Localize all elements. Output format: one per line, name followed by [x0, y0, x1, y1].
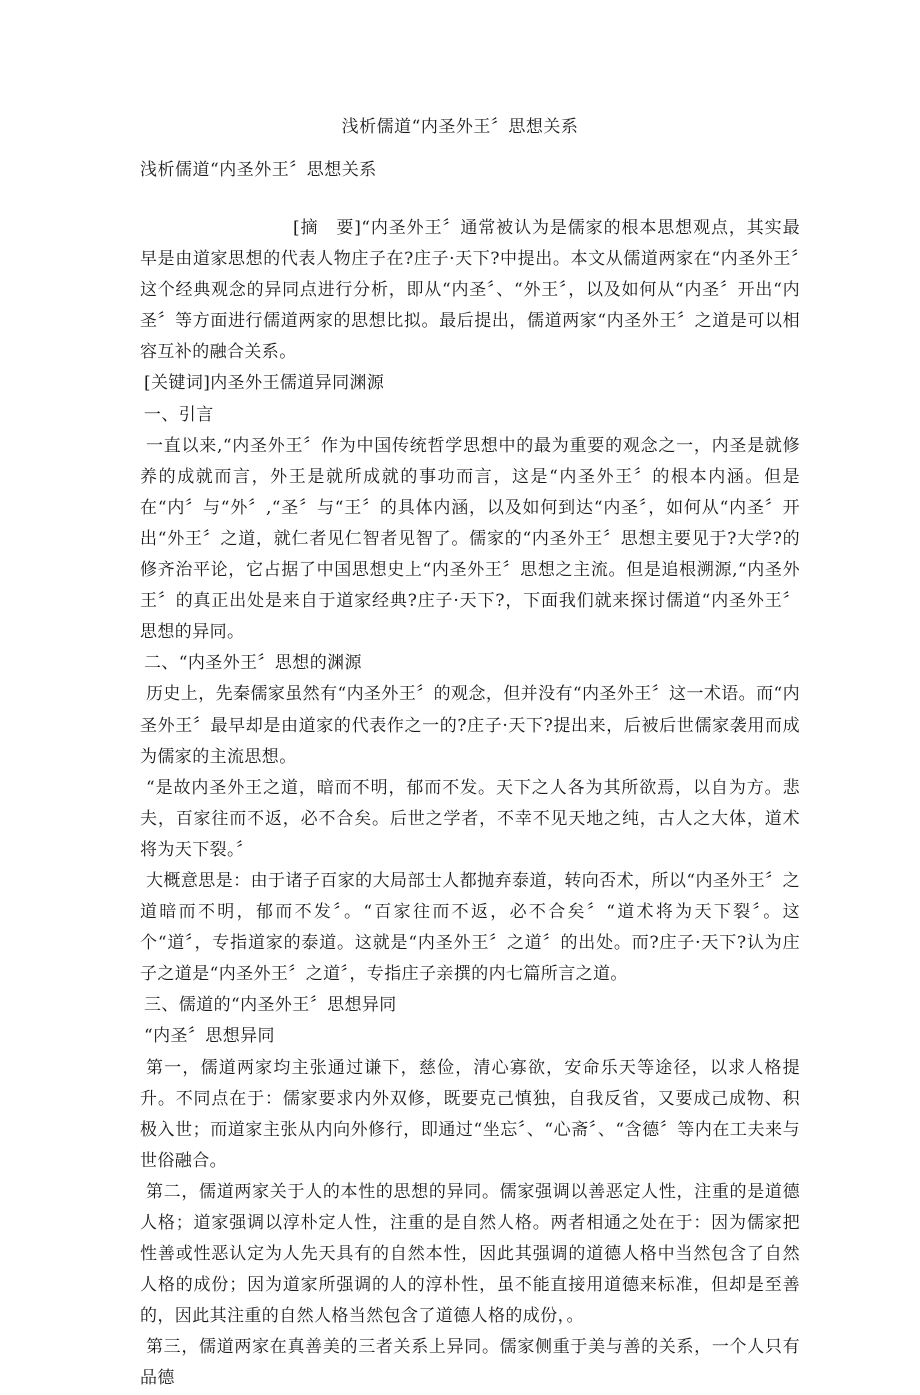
keywords-line: [关键词]内圣外王儒道异同渊源 [144, 373, 385, 394]
section-heading-introduction: 一、引言 [144, 404, 214, 425]
comparison-paragraph-2: 第二，儒道两家关于人的本性的思想的异同。儒家强调以善恶定人性，注重的是道德人格；道家强调以淳朴定人性，注重的是自然人格。两者相通之处在于：因为儒家把性善或性恶认定为人先天具有的自然本性，因此其强调的道德人格中当然包含了自然人格的成份；因为道家所强调的人的淳朴性，虽不能直接用道德来标准，但却是至善的，因此其注重的自然人格当然包含了道德人格的成份，。 [140, 1181, 800, 1327]
section-heading-origin: 二、“内圣外王〞思想的渊源 [144, 653, 362, 674]
introduction-paragraph: 一直以来,“内圣外王〞作为中国传统哲学思想中的最为重要的观念之一，内圣是就修养的成就而言，外王是就所成就的事功而言，这是“内圣外王〞的根本内涵。但是在“内〞与“外〞,“圣〞与“王〞的具体内涵，以及如何到达“内圣〞，如何从“内圣〞开出“外王〞之道，就仁者见仁智者见智了。儒家的“内圣外王〞思想主要见于?大学?的修齐治平论，它占据了中国思想史上“内圣外王〞思想之主流。但是追根溯源,“内圣外王〞的真正出处是来自于道家经典?庄子·天下?，下面我们就来探讨儒道“内圣外王〞思想的异同。 [140, 435, 800, 643]
document-body [140, 213, 800, 1395]
origin-quotation: “是故内圣外王之道，暗而不明，郁而不发。天下之人各为其所欲焉，以自为方。悲夫，百家往而不返，必不合矣。后世之学者，不幸不见天地之纯，古人之大体，道术将为天下裂。〞 [140, 777, 800, 860]
origin-paragraph-1: 历史上，先秦儒家虽然有“内圣外王〞的观念，但并没有“内圣外王〞这一术语。而“内圣外王〞最早却是由道家的代表作之一的?庄子·天下?提出来，后被后世儒家袭用而成为儒家的主流思想。 [140, 684, 800, 767]
subsection-heading-inner-sage: “内圣〞思想异同 [144, 1026, 275, 1047]
comparison-paragraph-3: 第三，儒道两家在真善美的三者关系上异同。儒家侧重于美与善的关系，一个人只有品德 [140, 1337, 800, 1389]
origin-paragraph-2: 大概意思是：由于诸子百家的大局部士人都抛弃泰道，转向否术，所以“内圣外王〞之道暗而不明，郁而不发〞。“百家往而不返，必不合矣〞“道术将为天下裂〞。这个“道〞，专指道家的泰道。这就是“内圣外王〞之道〞的出处。而?庄子·天下?认为庄子之道是“内圣外王〞之道〞，专指庄子亲撰的内七篇所言之道。 [140, 870, 800, 985]
abstract-paragraph: [摘 要]“内圣外王〞通常被认为是儒家的根本思想观点，其实最早是由道家思想的代表人物庄子在?庄子·天下?中提出。本文从儒道两家在“内圣外王〞这个经典观念的异同点进行分析，即从“内圣〞、“外王〞，以及如何从“内圣〞开出“内圣〞等方面进行儒道两家的思想比拟。最后提出，儒道两家“内圣外王〞之道是可以相容互补的融合关系。 [140, 218, 800, 363]
document-title: 浅析儒道“内圣外王〞思想关系 [341, 117, 579, 137]
comparison-paragraph-1: 第一，儒道两家均主张通过谦下，慈俭，清心寡欲，安命乐天等途径，以求人格提升。不同点在于：儒家要求内外双修，既要克己慎独，自我反省，又要成己成物、积极入世；而道家主张从内向外修行，即通过“坐忘〞、“心斋〞、“含德〞等内在工夫来与世俗融合。 [140, 1057, 800, 1171]
document-subtitle: 浅析儒道“内圣外王〞思想关系 [140, 160, 377, 180]
section-heading-comparison: 三、儒道的“内圣外王〞思想异同 [144, 995, 397, 1016]
